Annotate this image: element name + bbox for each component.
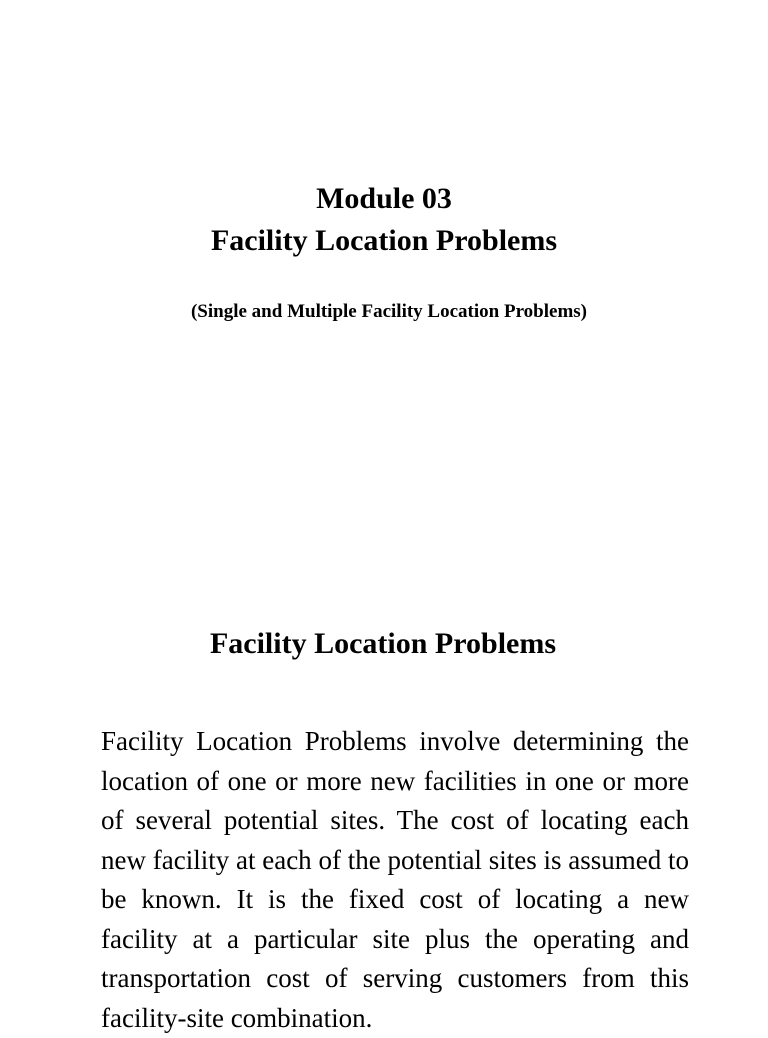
module-number: Module 03 xyxy=(316,182,452,215)
page-title xyxy=(0,178,768,262)
section-paragraph: Facility Location Problems involve determining the location of one or more new facilities in one or more of several potential sites. The cost of locating each new facility at each of the potential sites is assumed to be known. It is the fixed cost of locating a new facility at a particular site plus the operating and transportation cost of serving customers from this facility-site combination. xyxy=(101,726,689,1033)
module-subtitle: (Single and Multiple Facility Location Problems) xyxy=(190,301,587,322)
module-topic: Facility Location Problems xyxy=(210,224,558,257)
section-heading: Facility Location Problems xyxy=(209,627,557,660)
